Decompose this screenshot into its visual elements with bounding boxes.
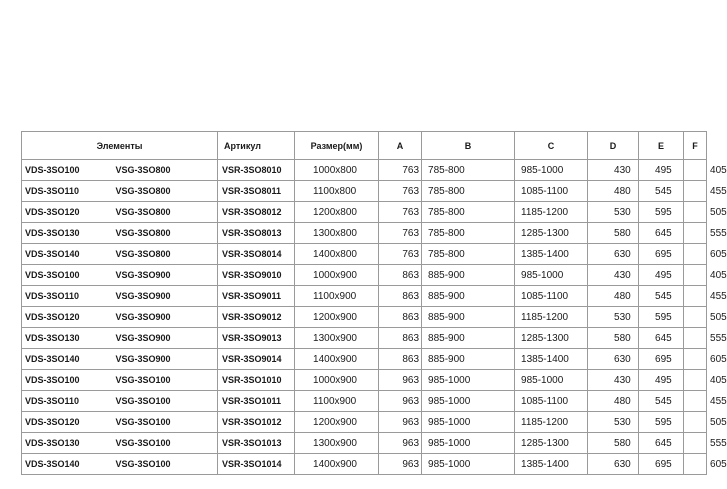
cell-element-2: VSG-3SO100 bbox=[114, 433, 218, 454]
cell-c: 1285-1300 bbox=[515, 223, 588, 244]
cell-c: 1085-1100 bbox=[515, 286, 588, 307]
cell-size: 1400x900 bbox=[295, 454, 379, 475]
cell-d: 580 bbox=[588, 433, 639, 454]
cell-c: 1085-1100 bbox=[515, 181, 588, 202]
cell-b: 885-900 bbox=[422, 307, 515, 328]
cell-article: VSR-3SO1010 bbox=[218, 370, 295, 391]
cell-size: 1300x900 bbox=[295, 433, 379, 454]
table-row bbox=[22, 265, 707, 286]
cell-b: 985-1000 bbox=[422, 454, 515, 475]
cell-b: 785-800 bbox=[422, 244, 515, 265]
header-size: Размер(мм) bbox=[295, 132, 379, 160]
cell-e: 595 bbox=[639, 307, 684, 328]
cell-f: 605 bbox=[684, 349, 707, 370]
table-row bbox=[22, 412, 707, 433]
header-b: B bbox=[422, 132, 515, 160]
cell-a: 863 bbox=[379, 265, 422, 286]
table-row bbox=[22, 454, 707, 475]
cell-element-2: VSG-3SO900 bbox=[114, 349, 218, 370]
cell-f: 505 bbox=[684, 202, 707, 223]
cell-element-1: VDS-3SO140 bbox=[22, 349, 114, 370]
cell-element-2: VSG-3SO900 bbox=[114, 265, 218, 286]
cell-d: 630 bbox=[588, 454, 639, 475]
cell-element-2: VSG-3SO100 bbox=[114, 454, 218, 475]
cell-e: 645 bbox=[639, 433, 684, 454]
cell-a: 863 bbox=[379, 307, 422, 328]
cell-f: 555 bbox=[684, 223, 707, 244]
cell-article: VSR-3SO9010 bbox=[218, 265, 295, 286]
cell-f: 555 bbox=[684, 433, 707, 454]
cell-article: VSR-3SO8014 bbox=[218, 244, 295, 265]
cell-size: 1000x900 bbox=[295, 370, 379, 391]
table-row bbox=[22, 202, 707, 223]
dimensions-table bbox=[21, 131, 727, 475]
cell-f: 455 bbox=[684, 391, 707, 412]
cell-d: 480 bbox=[588, 391, 639, 412]
cell-f: 405 bbox=[684, 370, 707, 391]
cell-element-2: VSG-3SO800 bbox=[114, 244, 218, 265]
cell-a: 963 bbox=[379, 433, 422, 454]
cell-b: 785-800 bbox=[422, 202, 515, 223]
cell-element-2: VSG-3SO800 bbox=[114, 160, 218, 181]
cell-size: 1400x800 bbox=[295, 244, 379, 265]
cell-element-1: VDS-3SO140 bbox=[22, 454, 114, 475]
cell-c: 1385-1400 bbox=[515, 454, 588, 475]
cell-a: 863 bbox=[379, 286, 422, 307]
cell-f: 405 bbox=[684, 265, 707, 286]
cell-size: 1300x900 bbox=[295, 328, 379, 349]
cell-size: 1000x800 bbox=[295, 160, 379, 181]
table-row bbox=[22, 181, 707, 202]
cell-c: 1285-1300 bbox=[515, 328, 588, 349]
header-e: E bbox=[639, 132, 684, 160]
cell-article: VSR-3SO1011 bbox=[218, 391, 295, 412]
cell-a: 963 bbox=[379, 391, 422, 412]
cell-d: 530 bbox=[588, 412, 639, 433]
cell-b: 985-1000 bbox=[422, 391, 515, 412]
cell-article: VSR-3SO1013 bbox=[218, 433, 295, 454]
cell-a: 763 bbox=[379, 244, 422, 265]
cell-element-1: VDS-3SO130 bbox=[22, 223, 114, 244]
table-row bbox=[22, 223, 707, 244]
table-body bbox=[22, 160, 727, 475]
cell-element-2: VSG-3SO100 bbox=[114, 391, 218, 412]
table-row bbox=[22, 286, 707, 307]
cell-size: 1200x800 bbox=[295, 202, 379, 223]
cell-b: 985-1000 bbox=[422, 370, 515, 391]
header-f: F bbox=[684, 132, 707, 160]
cell-c: 985-1000 bbox=[515, 160, 588, 181]
cell-d: 430 bbox=[588, 370, 639, 391]
cell-element-1: VDS-3SO120 bbox=[22, 307, 114, 328]
cell-element-2: VSG-3SO900 bbox=[114, 307, 218, 328]
cell-d: 530 bbox=[588, 202, 639, 223]
cell-c: 1285-1300 bbox=[515, 433, 588, 454]
cell-c: 1385-1400 bbox=[515, 349, 588, 370]
cell-article: VSR-3SO8011 bbox=[218, 181, 295, 202]
cell-f: 555 bbox=[684, 328, 707, 349]
cell-a: 863 bbox=[379, 349, 422, 370]
cell-size: 1200x900 bbox=[295, 307, 379, 328]
cell-e: 595 bbox=[639, 202, 684, 223]
cell-e: 545 bbox=[639, 391, 684, 412]
cell-b: 885-900 bbox=[422, 328, 515, 349]
table-row bbox=[22, 433, 707, 454]
cell-a: 963 bbox=[379, 454, 422, 475]
cell-b: 885-900 bbox=[422, 286, 515, 307]
cell-b: 785-800 bbox=[422, 160, 515, 181]
cell-e: 695 bbox=[639, 244, 684, 265]
cell-size: 1400x900 bbox=[295, 349, 379, 370]
cell-element-1: VDS-3SO110 bbox=[22, 286, 114, 307]
cell-d: 430 bbox=[588, 160, 639, 181]
cell-element-2: VSG-3SO800 bbox=[114, 181, 218, 202]
cell-d: 630 bbox=[588, 244, 639, 265]
table-header-row bbox=[22, 132, 707, 160]
cell-a: 763 bbox=[379, 202, 422, 223]
cell-article: VSR-3SO8010 bbox=[218, 160, 295, 181]
table-row bbox=[22, 160, 707, 181]
cell-article: VSR-3SO9012 bbox=[218, 307, 295, 328]
header-elements: Элементы bbox=[22, 132, 218, 160]
cell-element-2: VSG-3SO900 bbox=[114, 286, 218, 307]
cell-e: 495 bbox=[639, 160, 684, 181]
cell-c: 1185-1200 bbox=[515, 412, 588, 433]
cell-element-1: VDS-3SO100 bbox=[22, 160, 114, 181]
cell-element-1: VDS-3SO110 bbox=[22, 181, 114, 202]
cell-element-2: VSG-3SO100 bbox=[114, 412, 218, 433]
header-article: Артикул bbox=[218, 132, 295, 160]
cell-b: 785-800 bbox=[422, 181, 515, 202]
cell-e: 495 bbox=[639, 265, 684, 286]
cell-element-1: VDS-3SO110 bbox=[22, 391, 114, 412]
cell-a: 963 bbox=[379, 370, 422, 391]
cell-size: 1000x900 bbox=[295, 265, 379, 286]
cell-c: 985-1000 bbox=[515, 370, 588, 391]
cell-element-1: VDS-3SO130 bbox=[22, 328, 114, 349]
cell-f: 505 bbox=[684, 412, 707, 433]
cell-size: 1300x800 bbox=[295, 223, 379, 244]
cell-d: 580 bbox=[588, 223, 639, 244]
cell-b: 885-900 bbox=[422, 349, 515, 370]
table-row bbox=[22, 244, 707, 265]
cell-element-2: VSG-3SO900 bbox=[114, 328, 218, 349]
cell-c: 1385-1400 bbox=[515, 244, 588, 265]
cell-element-1: VDS-3SO100 bbox=[22, 370, 114, 391]
cell-e: 545 bbox=[639, 181, 684, 202]
cell-d: 480 bbox=[588, 181, 639, 202]
cell-element-1: VDS-3SO120 bbox=[22, 412, 114, 433]
cell-article: VSR-3SO8013 bbox=[218, 223, 295, 244]
cell-f: 605 bbox=[684, 454, 707, 475]
cell-e: 495 bbox=[639, 370, 684, 391]
cell-element-1: VDS-3SO140 bbox=[22, 244, 114, 265]
cell-d: 480 bbox=[588, 286, 639, 307]
cell-c: 1185-1200 bbox=[515, 307, 588, 328]
cell-element-1: VDS-3SO100 bbox=[22, 265, 114, 286]
cell-b: 785-800 bbox=[422, 223, 515, 244]
table-row bbox=[22, 328, 707, 349]
cell-element-2: VSG-3SO800 bbox=[114, 223, 218, 244]
table-row bbox=[22, 370, 707, 391]
table-row bbox=[22, 391, 707, 412]
cell-f: 505 bbox=[684, 307, 707, 328]
cell-element-2: VSG-3SO800 bbox=[114, 202, 218, 223]
header-a: A bbox=[379, 132, 422, 160]
cell-b: 885-900 bbox=[422, 265, 515, 286]
cell-b: 985-1000 bbox=[422, 433, 515, 454]
cell-d: 430 bbox=[588, 265, 639, 286]
table-row bbox=[22, 307, 707, 328]
cell-a: 763 bbox=[379, 181, 422, 202]
cell-c: 1085-1100 bbox=[515, 391, 588, 412]
cell-article: VSR-3SO9011 bbox=[218, 286, 295, 307]
cell-size: 1100x900 bbox=[295, 286, 379, 307]
cell-a: 863 bbox=[379, 328, 422, 349]
cell-article: VSR-3SO9014 bbox=[218, 349, 295, 370]
cell-article: VSR-3SO8012 bbox=[218, 202, 295, 223]
cell-e: 545 bbox=[639, 286, 684, 307]
cell-e: 695 bbox=[639, 454, 684, 475]
cell-a: 763 bbox=[379, 223, 422, 244]
cell-f: 455 bbox=[684, 181, 707, 202]
cell-e: 645 bbox=[639, 328, 684, 349]
cell-element-2: VSG-3SO100 bbox=[114, 370, 218, 391]
cell-e: 645 bbox=[639, 223, 684, 244]
cell-size: 1100x900 bbox=[295, 391, 379, 412]
cell-d: 580 bbox=[588, 328, 639, 349]
spec-sheet bbox=[21, 131, 727, 475]
cell-a: 763 bbox=[379, 160, 422, 181]
table-row bbox=[22, 349, 707, 370]
cell-article: VSR-3SO1014 bbox=[218, 454, 295, 475]
cell-e: 595 bbox=[639, 412, 684, 433]
cell-element-1: VDS-3SO120 bbox=[22, 202, 114, 223]
cell-article: VSR-3SO9013 bbox=[218, 328, 295, 349]
cell-d: 530 bbox=[588, 307, 639, 328]
cell-f: 455 bbox=[684, 286, 707, 307]
cell-b: 985-1000 bbox=[422, 412, 515, 433]
cell-f: 405 bbox=[684, 160, 707, 181]
cell-c: 985-1000 bbox=[515, 265, 588, 286]
cell-size: 1100x800 bbox=[295, 181, 379, 202]
cell-f: 605 bbox=[684, 244, 707, 265]
cell-element-1: VDS-3SO130 bbox=[22, 433, 114, 454]
cell-size: 1200x900 bbox=[295, 412, 379, 433]
cell-c: 1185-1200 bbox=[515, 202, 588, 223]
cell-d: 630 bbox=[588, 349, 639, 370]
cell-a: 963 bbox=[379, 412, 422, 433]
header-d: D bbox=[588, 132, 639, 160]
cell-article: VSR-3SO1012 bbox=[218, 412, 295, 433]
cell-e: 695 bbox=[639, 349, 684, 370]
header-c: C bbox=[515, 132, 588, 160]
